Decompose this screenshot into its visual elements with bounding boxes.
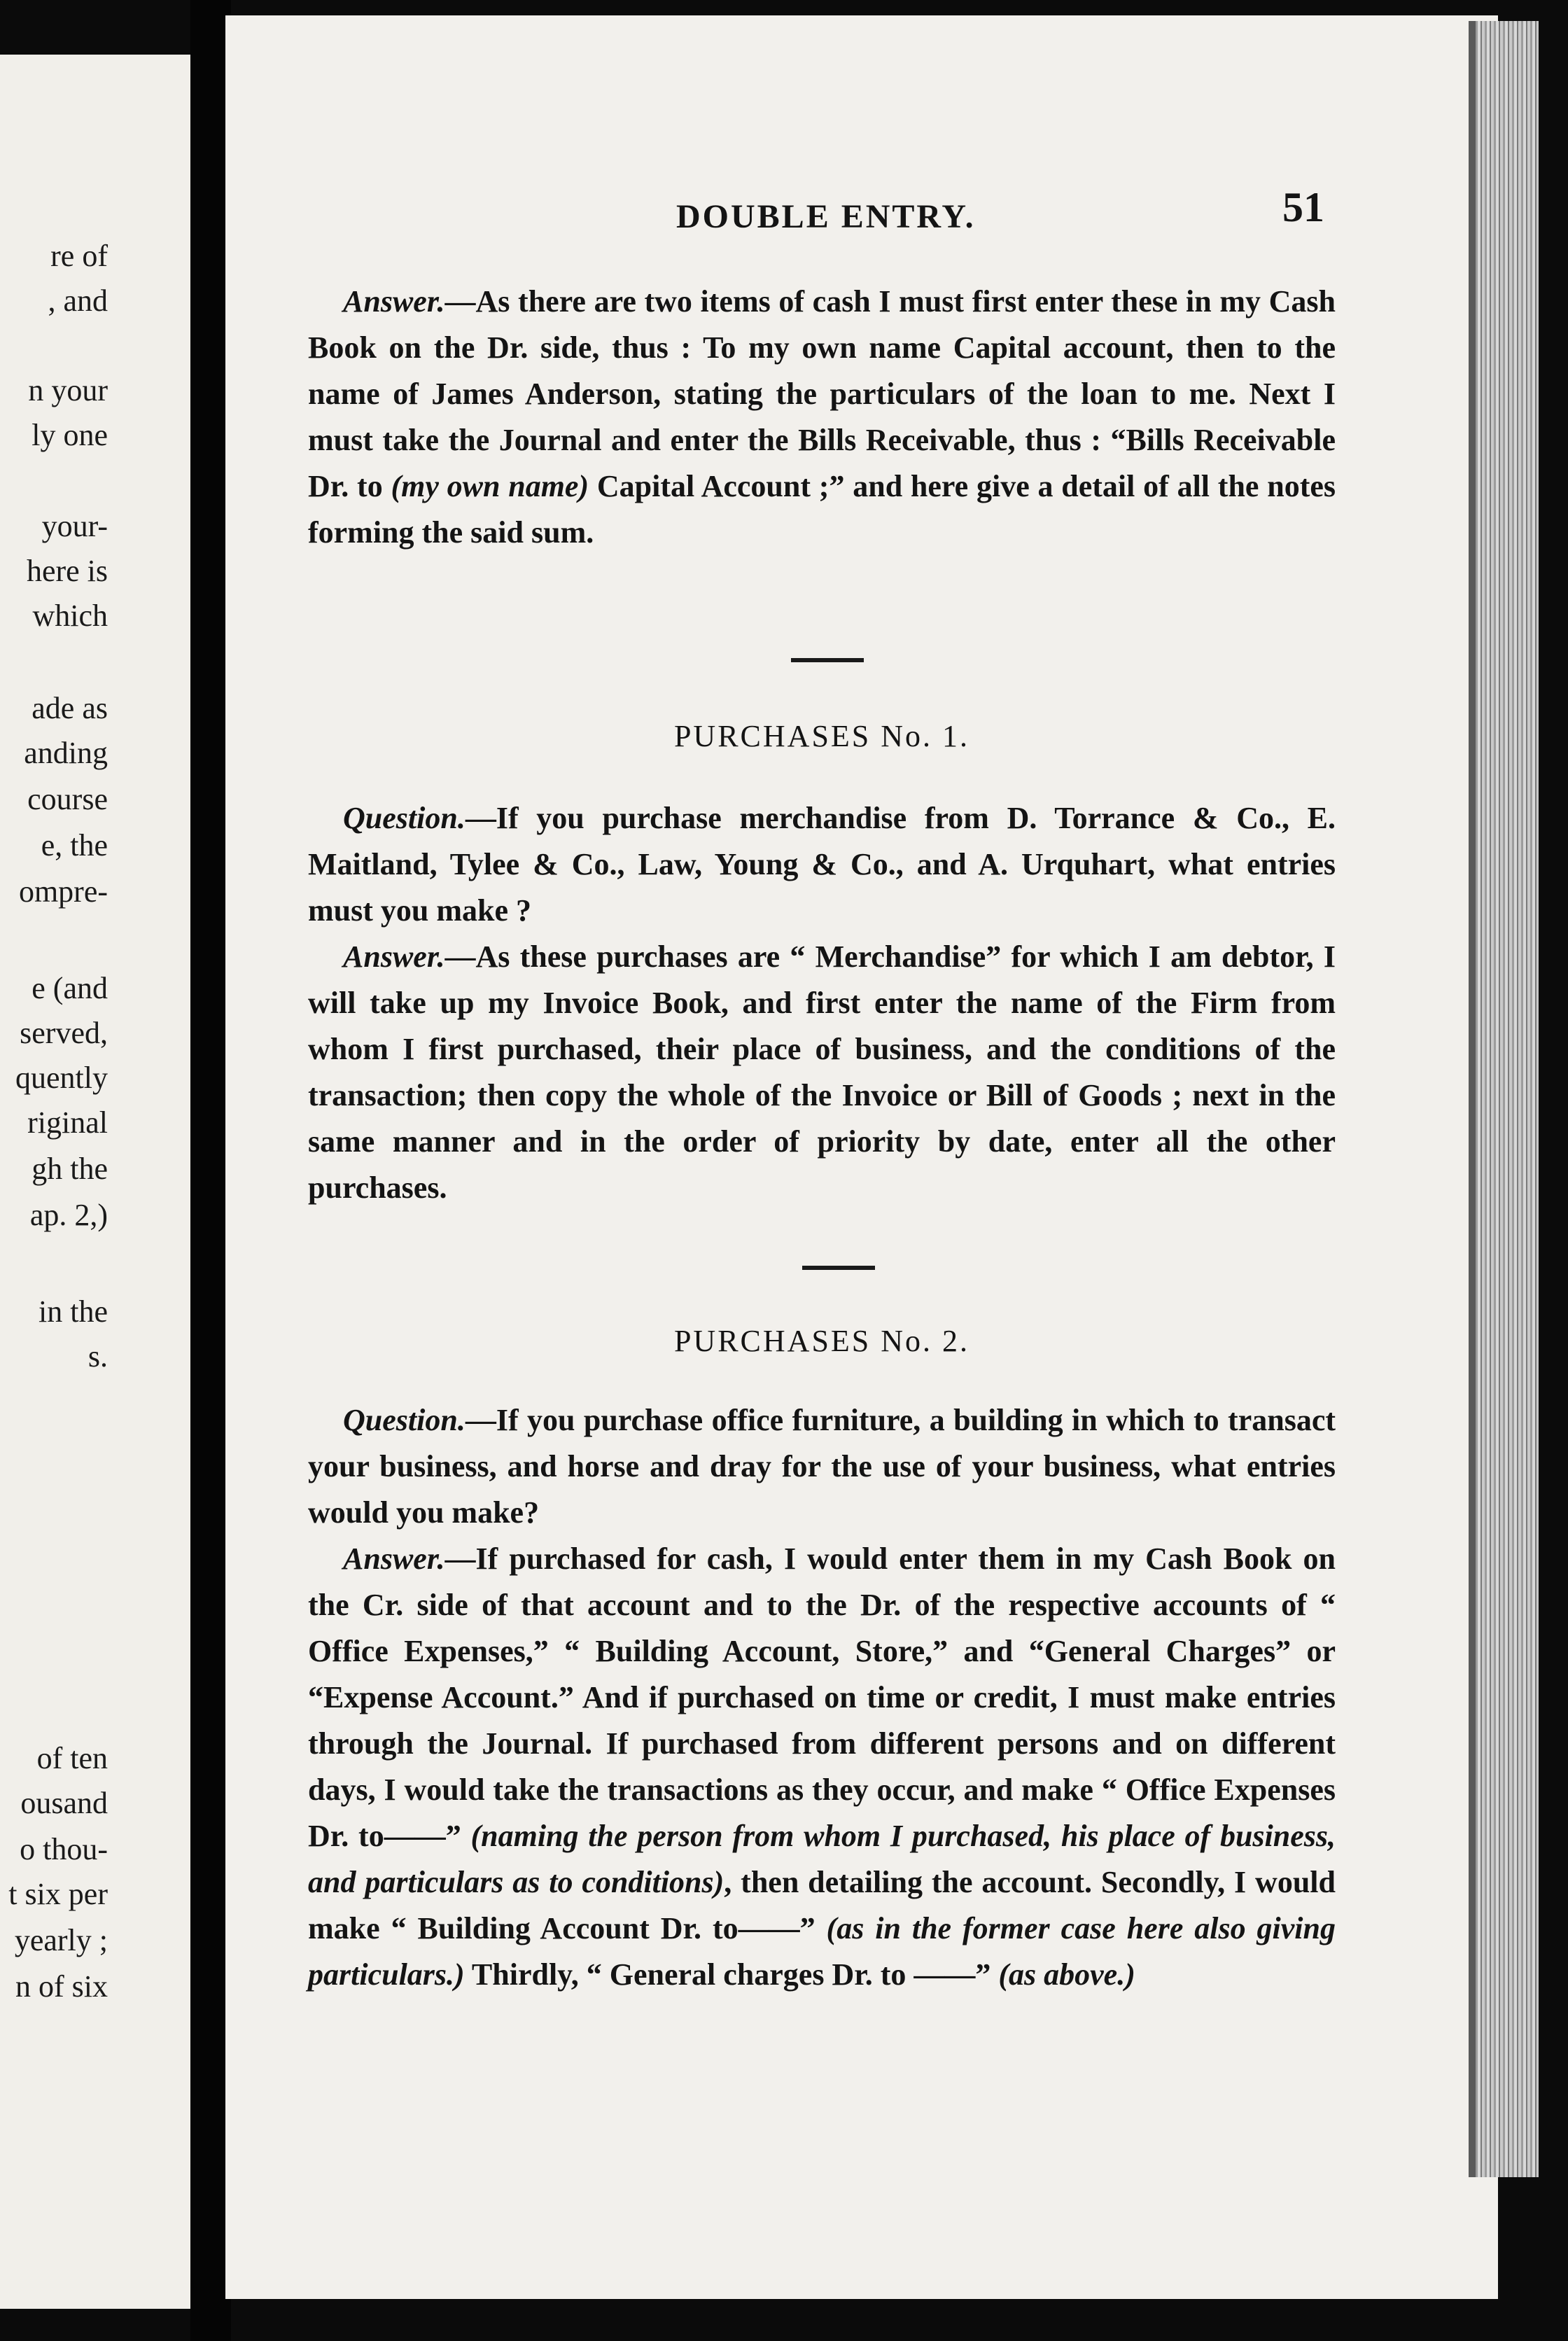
left-page-line: your- <box>41 509 108 543</box>
question-label: Question. <box>343 1403 465 1437</box>
left-page-line: ly one <box>31 418 108 452</box>
left-page-line: riginal <box>27 1105 108 1140</box>
left-facing-page <box>0 55 190 2309</box>
question-paragraph-1 <box>308 795 1336 934</box>
left-page-line: ousand <box>20 1786 108 1820</box>
left-page-line: served, <box>20 1016 108 1050</box>
left-page-line: e, the <box>41 828 108 862</box>
left-page-line: n your <box>28 373 108 407</box>
question-text: —If you purchase merchandise from D. Torrance & Co., E. Maitland, Tylee & Co., Law, Young & Co., and A. Urquhart, what entries must you make ? <box>308 801 1336 928</box>
left-page-line: ade as <box>31 691 108 725</box>
left-page-line: in the <box>38 1294 108 1329</box>
left-page-line: o thou- <box>20 1832 108 1866</box>
section-heading-purchases-1: PURCHASES No. 1. <box>673 719 970 753</box>
section-divider <box>791 658 864 662</box>
left-page-line: n of six <box>15 1969 108 2004</box>
page-edges <box>1476 21 1539 2177</box>
left-page-line: s. <box>88 1339 108 1374</box>
left-page-line: here is <box>26 554 108 588</box>
running-head: DOUBLE ENTRY. <box>676 198 976 235</box>
answer-paragraph-1 <box>308 934 1336 1211</box>
question-label: Question. <box>343 801 465 835</box>
answer-text: —As these purchases are “ Merchandise” for which I am debtor, I will take up my Invoice Book, and first enter the name of the Firm from whom I first purchased, their place of business, and the conditions of the transaction; then copy the whole of the Invoice or Bill of Goods ; next in the same manner and in the order of priority by date, enter all the other purchases. <box>308 939 1336 1205</box>
left-page-line: which <box>32 599 108 633</box>
left-page-line: e (and <box>31 971 108 1005</box>
left-page-line: yearly ; <box>14 1923 108 1957</box>
answer-text: , then detailing the account. Secondly, I would make “ Building Account Dr. to——” <box>308 1865 1336 1945</box>
left-page-line: gh the <box>31 1152 108 1186</box>
page-number: 51 <box>1282 184 1324 230</box>
answer-text: Capital Account ;” and here give a detail of all the notes forming the said sum. <box>308 469 1336 550</box>
answer-italic: (naming the person from whom I purchased, his place of business, and particulars as to conditions) <box>308 1819 1336 1899</box>
left-page-line: course <box>27 782 108 816</box>
left-page-line: of ten <box>36 1741 108 1775</box>
left-page-line: t six per <box>8 1877 108 1911</box>
left-page-line: ompre- <box>18 874 108 909</box>
question-paragraph-2 <box>308 1397 1336 1536</box>
answer-paragraph-2 <box>308 1536 1336 1998</box>
left-page-line: ap. 2,) <box>29 1198 108 1232</box>
section-divider <box>802 1266 875 1270</box>
intro-answer-paragraph <box>308 279 1336 556</box>
answer-text: —If purchased for cash, I would enter them in my Cash Book on the Cr. side of that account and to the Dr. of the respective accounts of “ Office Expenses,” “ Building Account, Store,” and “General Charges” or “Expense Account.” And if purchased on time or credit, I must make entries through the Journal. If purchased from different persons and on different days, I would take the transactions as they occur, and make “ Office Expenses Dr. to——” <box>308 1542 1336 1853</box>
answer-italic: (as above.) <box>998 1957 1135 1992</box>
left-page-line: , and <box>48 284 108 318</box>
answer-label: Answer. <box>343 939 445 974</box>
answer-italic: (my own name) <box>391 469 589 503</box>
left-page-line: quently <box>15 1061 108 1095</box>
answer-italic: (as in the former case here also giving particulars.) <box>308 1911 1336 1992</box>
answer-text: —As there are two items of cash I must first enter these in my Cash Book on the Dr. side, thus : To my own name Capital account, then to the name of James Anderson, stating the particulars of the loan to me. Next I must take the Journal and enter the Bills Receivable, thus : “Bills Receivable Dr. to <box>308 284 1336 503</box>
left-page-line: re of <box>50 239 108 273</box>
answer-label: Answer. <box>343 1542 445 1576</box>
answer-label: Answer. <box>343 284 445 319</box>
question-text: —If you purchase office furniture, a building in which to transact your business, and horse and dray for the use of your business, what entries would you make? <box>308 1403 1336 1530</box>
left-page-line: anding <box>24 736 108 770</box>
answer-text: Thirdly, “ General charges Dr. to ——” <box>464 1957 999 1992</box>
section-heading-purchases-2: PURCHASES No. 2. <box>673 1324 970 1358</box>
